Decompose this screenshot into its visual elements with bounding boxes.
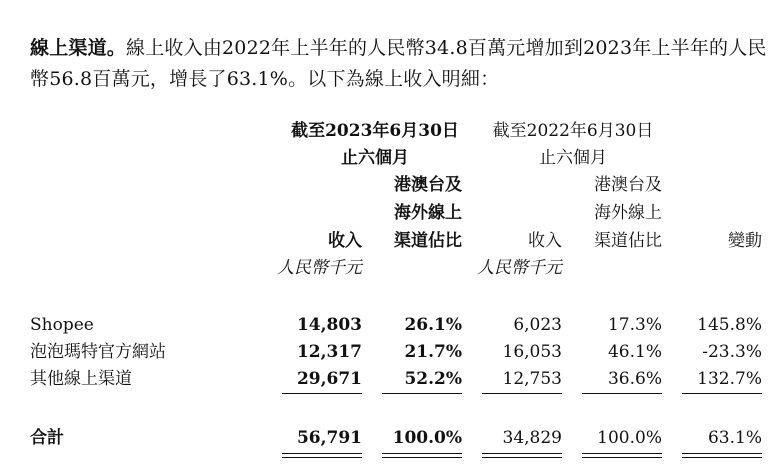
row-other-share2023: 52.2% xyxy=(404,369,462,389)
subtotal-rule xyxy=(582,393,662,394)
row-shopee-share2023: 26.1% xyxy=(404,315,462,335)
total-double-rule xyxy=(482,453,562,454)
total-label: 合計 xyxy=(30,428,64,448)
change-header: 變動 xyxy=(728,231,762,251)
row-official-change: -23.3% xyxy=(702,342,762,362)
row-official-rev2022: 16,053 xyxy=(502,342,562,362)
total-double-rule xyxy=(382,453,462,454)
intro-paragraph xyxy=(30,33,774,95)
row-label-official-site: 泡泡瑪特官方網站 xyxy=(30,342,166,362)
period-2022-line2: 止六個月 xyxy=(539,148,607,168)
total-double-rule xyxy=(682,453,762,454)
total-double-rule xyxy=(282,453,362,454)
share-2022-header-l2: 海外線上 xyxy=(594,203,662,223)
period-2023-line1: 截至2023年6月30日 xyxy=(291,121,459,141)
subtotal-rule xyxy=(482,393,562,394)
row-shopee-rev2023: 14,803 xyxy=(296,315,362,335)
unit-2023: 人民幣千元 xyxy=(277,258,362,278)
total-change: 63.1% xyxy=(707,428,762,448)
subtotal-rule xyxy=(282,393,362,394)
total-rev2023: 56,791 xyxy=(296,428,362,448)
total-double-rule xyxy=(382,457,462,458)
total-double-rule xyxy=(482,457,562,458)
share-2022-header-l1: 港澳台及 xyxy=(594,175,662,195)
period-2023-line2: 止六個月 xyxy=(341,148,409,168)
total-double-rule xyxy=(582,457,662,458)
unit-2022: 人民幣千元 xyxy=(477,258,562,278)
row-shopee-change: 145.8% xyxy=(697,315,762,335)
period-2022-line1: 截至2022年6月30日 xyxy=(492,121,654,141)
share-2022-header-l3: 渠道佔比 xyxy=(594,231,662,251)
row-label-other-channels: 其他線上渠道 xyxy=(30,369,132,389)
row-official-rev2023: 12,317 xyxy=(296,342,362,362)
intro-text: 線上收入由2022年上半年的人民幣34.8百萬元增加到2023年上半年的人民幣56.8百萬元，增長了63.1%。以下為線上收入明細： xyxy=(30,37,767,90)
total-share2022: 100.0% xyxy=(597,428,662,448)
row-other-rev2023: 29,671 xyxy=(296,369,362,389)
row-official-share2023: 21.7% xyxy=(404,342,462,362)
share-2023-header-l2: 海外線上 xyxy=(394,203,462,223)
total-double-rule xyxy=(682,457,762,458)
total-share2023: 100.0% xyxy=(392,428,462,448)
total-rev2022: 34,829 xyxy=(502,428,562,448)
row-shopee-rev2022: 6,023 xyxy=(513,315,562,335)
subtotal-rule xyxy=(382,393,462,394)
total-double-rule xyxy=(582,453,662,454)
subtotal-rule xyxy=(682,393,762,394)
intro-lead: 線上渠道。 xyxy=(30,37,127,59)
row-other-change: 132.7% xyxy=(697,369,762,389)
row-shopee-share2022: 17.3% xyxy=(607,315,662,335)
total-double-rule xyxy=(282,457,362,458)
share-2023-header-l1: 港澳台及 xyxy=(394,175,462,195)
revenue-2022-header: 收入 xyxy=(528,231,562,251)
share-2023-header-l3: 渠道佔比 xyxy=(394,231,462,251)
row-official-share2022: 46.1% xyxy=(607,342,662,362)
revenue-2023-header: 收入 xyxy=(328,231,362,251)
row-label-shopee: Shopee xyxy=(30,315,94,335)
row-other-share2022: 36.6% xyxy=(607,369,662,389)
row-other-rev2022: 12,753 xyxy=(502,369,562,389)
